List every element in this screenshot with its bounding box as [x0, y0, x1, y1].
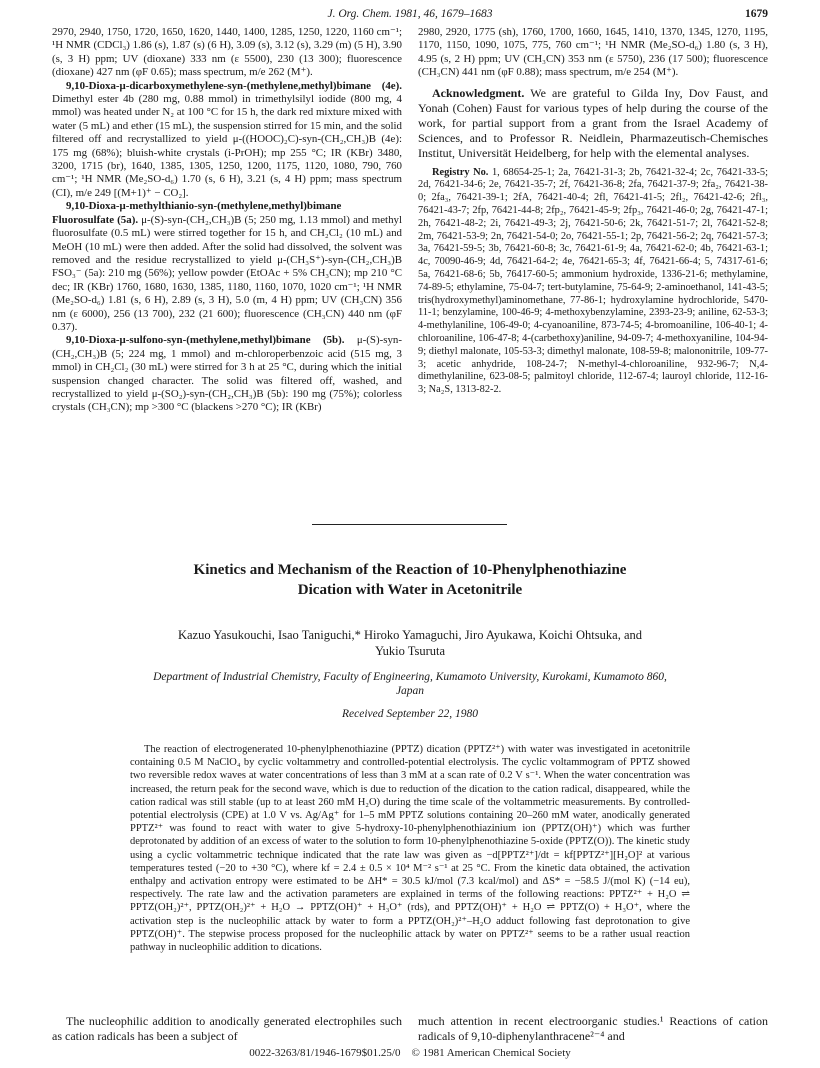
running-head	[52, 8, 768, 26]
left-para-2	[52, 80, 402, 201]
compound-5a-heading: 9,10-Dioxa-μ-methylthianio-syn-(methylene,methyl)bimane Fluorosulfate (5a).	[52, 200, 342, 226]
affiliation	[90, 670, 730, 698]
title-line-2: Dication with Water in Acetonitrile	[297, 582, 523, 598]
left-para-4	[52, 334, 402, 414]
registry-heading: Registry No.	[432, 166, 489, 178]
journal-citation	[52, 8, 768, 20]
journal-name: J. Org. Chem.	[327, 8, 392, 20]
authors-line-1: Kazuo Yasukouchi, Isao Taniguchi,* Hiroko Yamaguchi, Jiro Ayukawa, Koichi Ohtsuka, and	[177, 628, 642, 642]
left-para-1: 2970, 2940, 1750, 1720, 1650, 1620, 1440, 1400, 1285, 1250, 1220, 1160 cm⁻¹; ¹H NMR (CDCl₃) 1.86 (s), 1.87 (s) (6 H), 3.09 (s), 3.12 (s), 3.29 (m) (5 H), 3.90 (s, 3 H) ppm; UV (dioxane) 333 nm (ε 5500), 230 (13 300); fluorescence (dioxane) 427 nm (φF 0.65); mass spectrum, m/e 262 (M⁺).	[52, 26, 402, 79]
section-divider	[312, 524, 507, 525]
compound-4e-heading: 9,10-Dioxa-μ-dicarboxymethylene-syn-(methylene,methyl)bimane (4e).	[66, 79, 402, 92]
registry-body: 1, 68654-25-1; 2a, 76421-31-3; 2b, 76421-32-4; 2c, 76421-33-5; 2d, 76421-34-6; 2e, 76421-35-7; 2f, 76421-36-8; 2fa, 76421-37-9; 2fa₂, 76421-38-0; 2fa₃, 76421-39-1; 2fA, 76421-40-4; 2fl, 76421-41-5; 2fl₂, 76421-42-6; 2fl₃, 76421-43-7; 2fp, 76421-44-8; 2fp₂, 76421-45-9; 2fp₃, 76421-46-0; 2g, 76421-47-1; 2h, 76421-48-2; 2i, 76421-49-3; 2j, 76421-50-6; 2k, 76421-51-7; 2l, 76421-52-8; 2m, 76421-53-9; 2n, 76421-54-0; 2o, 76421-55-1; 2p, 76421-56-2; 2q, 76421-57-3; 3a, 76421-59-5; 3b, 76421-60-8; 3c, 76421-61-9; 4a, 76421-62-0; 4b, 76421-63-1; 4c, 70090-46-9; 4d, 76421-64-2; 4e, 76421-65-3; 4f, 76421-66-4; 5, 74317-61-6; 5a, 76421-68-6; 5b, 76417-60-5; ammonium hydroxide, 1336-21-6; methylamine, 74-89-5; ethylamine, 75-04-7; tert-butylamine, 75-64-9; 2-aminoethanol, 141-43-5; tris(hydroxymethyl)aminomethane, 77-86-1; hydroxylamine hydrochloride, 5470-11-1; benzylamine, 100-46-9; 4-methoxybenzylamine, 2393-23-9; aniline, 62-53-3; 4-methylaniline, 106-49-0; 4-cyanoaniline, 873-74-5; 4-bromoaniline, 106-40-1; 4-chloroaniline, 106-47-8; 4-(carbethoxy)aniline, 94-09-7; 4-methoxyaniline, 104-94-9; diethyl malonate, 105-53-3; dimethyl malonate, 108-59-8; malononitrile, 109-77-3; acetic anhydride, 108-24-7; N-methyl-4-chloroaniline, 932-96-7; N,4-dimethylaniline, 623-08-5; palmitoyl chloride, 112-67-4; lauroyl chloride, 112-16-3; Na₂S, 1313-82-2.	[418, 166, 768, 396]
acknowledgment-heading: Acknowledgment.	[432, 85, 525, 100]
right-para-1: 2980, 2920, 1775 (sh), 1760, 1700, 1660, 1645, 1410, 1370, 1345, 1270, 1195, 1170, 1150, 1090, 1075, 775, 760 cm⁻¹; ¹H NMR (Me₂SO-d₆) 1.80 (s, 3 H), 4.95 (s, 2 H) ppm; UV (CH₃CN) 353 nm (ε 5750), 236 (17 500); fluorescence (CH₃CN) 441 nm (φF 0.88); mass spectrum, m/e 254 (M⁺).	[418, 26, 768, 79]
affiliation-line-2: Japan	[395, 685, 425, 697]
copyright-notice: © 1981 American Chemical Society	[411, 1047, 571, 1059]
compound-5b-heading: 9,10-Dioxa-μ-sulfono-syn-(methylene,methyl)bimane (5b).	[66, 334, 345, 347]
left-column	[52, 26, 402, 415]
acknowledgment-body: We are grateful to Gilda Iny, Dov Faust, and Yonah (Cohen) Faust for various types of help during the course of the work, for partial support from a grant from the Israel Academy of Sciences, and to Professor R. Neidlein, Pharmazeutisch-Chemisches Institut, Universität Heidelberg, for help with the elemental analyses.	[418, 85, 768, 160]
authors-line-2: Yukio Tsuruta	[374, 644, 446, 658]
abstract: The reaction of electrogenerated 10-phenylphenothiazine (PPTZ) dication (PPTZ²⁺) with water was investigated in acetonitrile containing 0.5 M NaClO₄ by cyclic voltammetry and controlled-potential electrolysis. The cyclic voltammogram of PPTZ showed two reversible redox waves at water concentrations of less than 3 mM at a scan rate of 0.2 V s⁻¹. When the water concentration was increased, the return peak for the second wave, which is due to reduction of the dication to the cation radical, disappeared, while the cation radical was still stable (up to at least 260 mM H₂O) during the time scale of the voltammetric measurements. By controlled-potential electrolysis (CPE) at 1.0 V vs. Ag/Ag⁺ for 1–5 mM PPTZ solutions containing 20–260 mM water, anodically generated PPTZ²⁺ was found to react with water to give 5-hydroxy-10-phenylphenothiazinium ion (PPTZ(OH)⁺) which was further deprotonated by addition of an excess of water to the solution to form 10-phenylphenothiazine 5-oxide (PPTZ(O)). The kinetic study using a cyclic voltammetric technique indicated that the rate law was given as −d[PPTZ²⁺]/dt = kf[PPTZ²⁺][H₂O]² at various temperatures tested (−20 to +30 °C), where kf = 2.4 ± 0.5 × 10⁴ M⁻² s⁻¹ at 25 °C. From the kinetic data obtained, the activation enthalpy and activation entropy were estimated to be ΔH* = 30.5 kJ/mol (7.3 kcal/mol) and ΔS* = −58.5 J/(mol K) (−14 eu), respectively. The rate law and the activation parameters are explained in terms of the following reactions: PPTZ²⁺ + H₂O ⇌ PPTZ(OH₂)²⁺, PPTZ(OH₂)²⁺ + H₂O → PPTZ(OH)⁺ + H₃O⁺ (rds), and PPTZ(OH)⁺ + H₂O ⇌ PPTZ(O) + H₃O⁺, where the activation step is the nucleophilic attack by water to form a PPTZ(OH₂)²⁺–H₂O adduct following fast deprotonation to give PPTZ(OH)⁺. The stepwise process proposed for the nucleophilic attack by water on PPTZ²⁺ seems to be a rather usual reaction pathway in nucleophilic addition to dications.	[130, 744, 690, 954]
received-date: Received September 22, 1980	[341, 708, 479, 720]
compound-5a-body: μ-(S)-syn-(CH₂,CH₃)B (5; 250 mg, 1.13 mmol) and methyl fluorosulfate (0.5 mL) were stirred together for 15 h, and CH₂Cl₂ (10 mL) and MeOH (10 mL) were then added. After the solid had dissolved, the solvent was removed and the residue recrystallized to yield μ-(CH₃S⁺)-syn-(CH₂,CH₃)B FSO₃⁻ (5a): 210 mg (56%); yellow powder (EtOAc + 5% CH₃CN); mp 210 °C dec; IR (KBr) 1760, 1680, 1630, 1385, 1180, 1160, 1070, 1020 cm⁻¹; ¹H NMR (Me₂SO-d₆) 1.81 (s, 6 H), 2.89 (s, 3 H), 5.0 (m, 4 H) ppm; UV (CH₃CN) 356 nm (ε 6000), 256 (13 700), 232 (21 600); fluorescence (CH₃CN) 440 nm (φF 0.37).	[52, 213, 402, 333]
intro-right-column: much attention in recent electroorganic studies.¹ Reactions of cation radicals of 9,10-diphenylanthracene²⁻⁴ and	[418, 1014, 768, 1043]
registry-numbers	[418, 167, 768, 397]
citation-details: 1981, 46, 1679–1683	[394, 8, 493, 20]
page-number: 1679	[745, 8, 768, 20]
right-column	[418, 26, 768, 397]
affiliation-line-1: Department of Industrial Chemistry, Faculty of Engineering, Kumamoto University, Kurokami, Kumamoto 860,	[153, 671, 667, 683]
page-footer	[52, 1047, 768, 1059]
article-code: 0022-3263/81/1946-1679$01.25/0	[249, 1047, 401, 1059]
left-para-3	[52, 200, 402, 334]
author-list	[90, 627, 730, 659]
article-title	[90, 560, 730, 600]
compound-5b-body: μ-(S)-syn-(CH₂,CH₃)B (5; 224 mg, 1 mmol) and m-chloroperbenzoic acid (515 mg, 3 mmol) in CH₂Cl₂ (30 mL) were stirred for 3 h at 25 °C, during which the initial suspension changed character. The solid was filtered off, washed, and recrystallized to yield μ-(SO₂)-syn-(CH₂,CH₃)B (5b): 190 mg (75%); colorless crystals (CH₃CN); mp >300 °C (blackens >270 °C); IR (KBr)	[52, 334, 402, 414]
compound-4e-body: Dimethyl ester 4b (280 mg, 0.88 mmol) in trimethylsilyl iodide (800 mg, 4 mmol) was heated under N₂ at 100 °C for 15 h, the dark red mixture mixed with water (5 mL) and ether (15 mL), the suspension stirred for 15 min, and the solid filtered off and recrystallized to yield μ-((HOOC)₂C)-syn-(CH₂,CH₃)B (4e): 175 mg (68%); bluish-white crystals (i-PrOH); mp 255 °C; IR (KBr) 3480, 3200, 1715 (br), 1640, 1385, 1305, 1250, 1200, 1175, 1120, 1080, 790, 760 cm⁻¹; ¹H NMR (Me₂SO-d₆) 1.70 (s, 6 H), 3.21 (s, 4 H) ppm; mass spectrum (CI), m/e 249 [(M+1)⁺ − CO₂].	[52, 93, 402, 199]
intro-left-column: The nucleophilic addition to anodically generated electrophiles such as cation radicals has been a subject of	[52, 1014, 402, 1043]
title-line-1: Kinetics and Mechanism of the Reaction of 10-Phenylphenothiazine	[193, 562, 627, 578]
acknowledgment	[418, 86, 768, 161]
